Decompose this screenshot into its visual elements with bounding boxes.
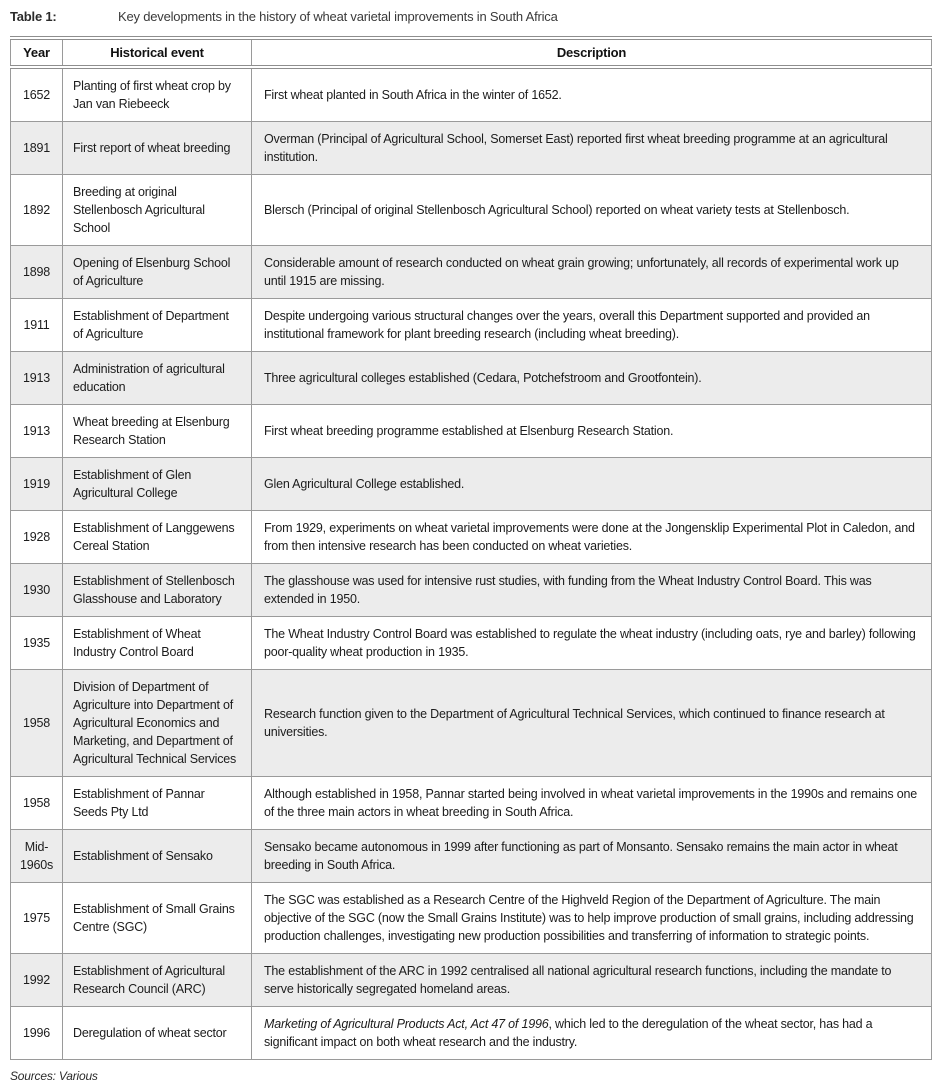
cell-description: The SGC was established as a Research Centre of the Highveld Region of the Department of Agriculture. The main objective of the SGC (now the Small Grains Institute) was to help improve production of small grains, including addressing production challenges, investigating new production possibilities and transferring of information to strategic points. xyxy=(252,883,932,954)
table-caption xyxy=(0,0,941,36)
column-header-description: Description xyxy=(252,38,932,67)
cell-historical-event: Wheat breeding at Elsenburg Research Station xyxy=(63,405,252,458)
cell-historical-event: Administration of agricultural education xyxy=(63,352,252,405)
table-row xyxy=(11,352,932,405)
table-row xyxy=(11,564,932,617)
cell-historical-event: Establishment of Department of Agriculture xyxy=(63,299,252,352)
cell-historical-event: Planting of first wheat crop by Jan van Riebeeck xyxy=(63,67,252,122)
header-row xyxy=(11,38,932,67)
cell-year: 1928 xyxy=(11,511,63,564)
cell-description: The glasshouse was used for intensive rust studies, with funding from the Wheat Industry Control Board. This was extended in 1950. xyxy=(252,564,932,617)
cell-year: 1935 xyxy=(11,617,63,670)
table-row xyxy=(11,175,932,246)
cell-historical-event: Establishment of Pannar Seeds Pty Ltd xyxy=(63,777,252,830)
cell-year: 1958 xyxy=(11,777,63,830)
table-row xyxy=(11,122,932,175)
cell-historical-event: Establishment of Wheat Industry Control Board xyxy=(63,617,252,670)
table-row xyxy=(11,405,932,458)
table-row xyxy=(11,830,932,883)
table-row xyxy=(11,883,932,954)
cell-historical-event: Establishment of Glen Agricultural College xyxy=(63,458,252,511)
cell-historical-event: Establishment of Sensako xyxy=(63,830,252,883)
cell-historical-event: Division of Department of Agriculture into Department of Agricultural Economics and Marketing, and Department of Agricultural Technical Services xyxy=(63,670,252,777)
cell-year: 1913 xyxy=(11,405,63,458)
cell-historical-event: Establishment of Agricultural Research Council (ARC) xyxy=(63,954,252,1007)
cell-year: 1996 xyxy=(11,1007,63,1060)
table-row xyxy=(11,1007,932,1060)
column-header-event: Historical event xyxy=(63,38,252,67)
cell-year: 1930 xyxy=(11,564,63,617)
cell-description: Considerable amount of research conducted on wheat grain growing; unfortunately, all records of experimental work up until 1915 are missing. xyxy=(252,246,932,299)
description-italic-title: Marketing of Agricultural Products Act, Act 47 of 1996 xyxy=(264,1017,549,1031)
cell-description: Marketing of Agricultural Products Act, Act 47 of 1996, which led to the deregulation of the wheat sector, has had a significant impact on both wheat research and the industry. xyxy=(252,1007,932,1060)
cell-description: Overman (Principal of Agricultural School, Somerset East) reported first wheat breeding programme at an agricultural institution. xyxy=(252,122,932,175)
cell-year: 1913 xyxy=(11,352,63,405)
cell-historical-event: First report of wheat breeding xyxy=(63,122,252,175)
cell-year: 1898 xyxy=(11,246,63,299)
cell-year: 1891 xyxy=(11,122,63,175)
cell-year: Mid-1960s xyxy=(11,830,63,883)
cell-year: 1652 xyxy=(11,67,63,122)
cell-year: 1911 xyxy=(11,299,63,352)
table-caption-label: Table 1: xyxy=(10,9,57,24)
cell-description: Sensako became autonomous in 1999 after functioning as part of Monsanto. Sensako remains the main actor in wheat breeding in South Africa. xyxy=(252,830,932,883)
cell-description: First wheat breeding programme established at Elsenburg Research Station. xyxy=(252,405,932,458)
cell-description: The Wheat Industry Control Board was established to regulate the wheat industry (including oats, rye and barley) following poor-quality wheat production in 1935. xyxy=(252,617,932,670)
cell-description: From 1929, experiments on wheat varietal improvements were done at the Jongensklip Experimental Plot in Caledon, and from then intensive research has been conducted on wheat varieties. xyxy=(252,511,932,564)
table-row xyxy=(11,511,932,564)
table-row xyxy=(11,246,932,299)
table-row xyxy=(11,670,932,777)
column-header-year: Year xyxy=(11,38,63,67)
cell-description: Despite undergoing various structural changes over the years, overall this Department supported and provided an institutional framework for plant breeding research (including wheat breeding). xyxy=(252,299,932,352)
table-row xyxy=(11,299,932,352)
cell-historical-event: Establishment of Langgewens Cereal Station xyxy=(63,511,252,564)
cell-year: 1992 xyxy=(11,954,63,1007)
table-row xyxy=(11,458,932,511)
cell-historical-event: Establishment of Stellenbosch Glasshouse and Laboratory xyxy=(63,564,252,617)
table-row xyxy=(11,777,932,830)
cell-historical-event: Breeding at original Stellenbosch Agricultural School xyxy=(63,175,252,246)
cell-description: Research function given to the Department of Agricultural Technical Services, which continued to finance research at universities. xyxy=(252,670,932,777)
cell-year: 1892 xyxy=(11,175,63,246)
cell-description: The establishment of the ARC in 1992 centralised all national agricultural research functions, including the mandate to serve historically segregated homeland areas. xyxy=(252,954,932,1007)
cell-year: 1975 xyxy=(11,883,63,954)
cell-description: First wheat planted in South Africa in the winter of 1652. xyxy=(252,67,932,122)
sources-note: Sources: Various xyxy=(10,1069,98,1083)
cell-description: Glen Agricultural College established. xyxy=(252,458,932,511)
table-caption-text: Key developments in the history of wheat varietal improvements in South Africa xyxy=(118,9,558,24)
cell-historical-event: Deregulation of wheat sector xyxy=(63,1007,252,1060)
cell-historical-event: Opening of Elsenburg School of Agriculture xyxy=(63,246,252,299)
cell-description: Blersch (Principal of original Stellenbosch Agricultural School) reported on wheat variety tests at Stellenbosch. xyxy=(252,175,932,246)
cell-description: Although established in 1958, Pannar started being involved in wheat varietal improvements in the 1990s and remains one of the three main actors in wheat breeding in South Africa. xyxy=(252,777,932,830)
cell-year: 1919 xyxy=(11,458,63,511)
cell-year: 1958 xyxy=(11,670,63,777)
cell-historical-event: Establishment of Small Grains Centre (SGC) xyxy=(63,883,252,954)
table-row xyxy=(11,954,932,1007)
table-row xyxy=(11,67,932,122)
wheat-history-table xyxy=(10,36,932,1060)
table-row xyxy=(11,617,932,670)
cell-description: Three agricultural colleges established (Cedara, Potchefstroom and Grootfontein). xyxy=(252,352,932,405)
